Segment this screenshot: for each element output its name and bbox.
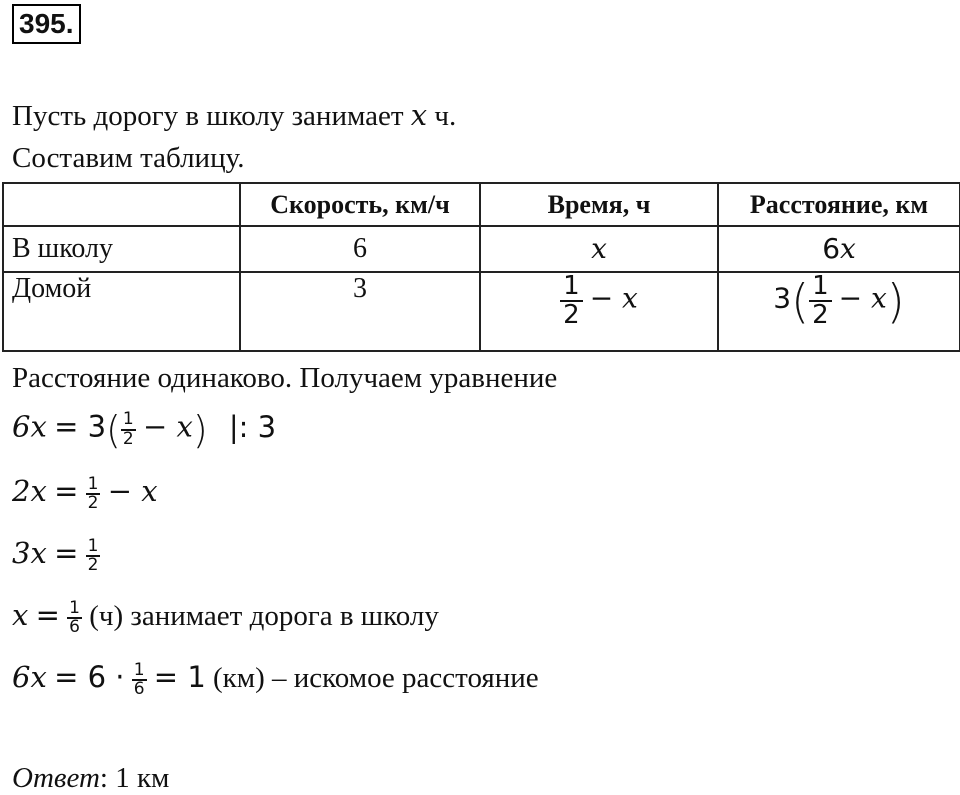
fraction-numerator: 1 [69, 597, 80, 618]
fraction-numerator: 1 [87, 535, 99, 556]
fraction [809, 273, 832, 330]
cell-distance-rest: − x [838, 281, 887, 315]
equation-3 [12, 536, 100, 575]
fraction [132, 659, 147, 700]
eq4-eq: = [35, 598, 60, 632]
table-header-empty [3, 183, 240, 226]
intro-variable: x [410, 98, 428, 132]
fraction [560, 273, 583, 330]
equation-5 [12, 660, 539, 699]
eq1-eq: = 3 [54, 409, 107, 444]
eq3-eq: = [54, 536, 79, 570]
table-row [3, 272, 960, 351]
intro-line-2: Составим таблицу. [12, 142, 245, 174]
cell-distance-coef: 3 [773, 281, 792, 315]
answer-label: Ответ [12, 762, 100, 794]
fraction-numerator: 1 [133, 659, 145, 680]
fraction-denominator: 6 [69, 617, 80, 638]
fraction-denominator: 2 [87, 555, 99, 576]
cell-speed: 6 [240, 226, 480, 272]
fraction-denominator: 2 [809, 300, 832, 329]
eq1-lhs: 6x [12, 409, 47, 444]
answer [12, 762, 169, 795]
cell-time-rest: − x [589, 281, 638, 315]
eq5-lhs: 6x [12, 660, 47, 694]
paren-close: ) [886, 274, 905, 329]
table-header-time: Время, ч [480, 183, 718, 226]
eq2-lhs: 2x [12, 474, 47, 508]
table-header-speed: Скорость, км/ч [240, 183, 480, 226]
equation-intro: Расстояние одинаково. Получаем уравнение [12, 362, 558, 394]
cell-time-var: x [591, 232, 607, 265]
data-table [2, 182, 960, 352]
eq5-eq: = 6 · [54, 660, 125, 694]
eq2-rest: − x [107, 474, 158, 508]
fraction-denominator: 2 [87, 493, 99, 514]
intro-text-post: ч. [427, 100, 457, 132]
paren-open: ( [791, 274, 810, 329]
intro-line-1 [12, 98, 456, 133]
answer-value: : 1 км [99, 762, 170, 794]
eq5-eq2: = 1 [153, 660, 206, 694]
eq2-eq: = [54, 474, 79, 508]
eq4-text: (ч) занимает дорога в школу [89, 600, 439, 632]
fraction-numerator: 1 [812, 271, 829, 301]
intro-text-pre: Пусть дорогу в школу занимает [12, 100, 411, 132]
fraction [121, 411, 136, 449]
fraction [86, 473, 101, 514]
cell-time [480, 272, 718, 351]
row-label: В школу [3, 226, 240, 272]
table-header-distance: Расстояние, км [718, 183, 960, 226]
cell-speed: 3 [240, 272, 480, 351]
equation-2 [12, 474, 158, 513]
eq5-text: (км) – искомое расстояние [213, 662, 539, 694]
fraction-numerator: 1 [122, 409, 134, 430]
problem-number: 395. [12, 4, 81, 44]
equation-1 [12, 408, 276, 452]
fraction [67, 597, 82, 638]
cell-distance [718, 226, 960, 272]
eq4-lhs: x [12, 598, 29, 632]
cell-distance-coef: 6 [822, 232, 841, 265]
eq1-divider: |: 3 [228, 409, 277, 444]
fraction-numerator: 1 [87, 473, 99, 494]
paren-close: ) [192, 408, 208, 452]
row-label: Домой [3, 272, 240, 351]
equation-4 [12, 598, 439, 637]
cell-time [480, 226, 718, 272]
fraction-denominator: 6 [133, 679, 145, 700]
eq3-lhs: 3x [12, 536, 47, 570]
cell-distance [718, 272, 960, 351]
fraction-numerator: 1 [563, 271, 580, 301]
eq1-rest: − x [142, 409, 193, 444]
table-header-row [3, 183, 960, 226]
paren-open: ( [106, 408, 121, 452]
table-row [3, 226, 960, 272]
fraction-denominator: 2 [560, 300, 583, 329]
fraction [86, 535, 101, 576]
fraction-denominator: 2 [122, 429, 134, 449]
cell-distance-var: x [840, 232, 856, 265]
